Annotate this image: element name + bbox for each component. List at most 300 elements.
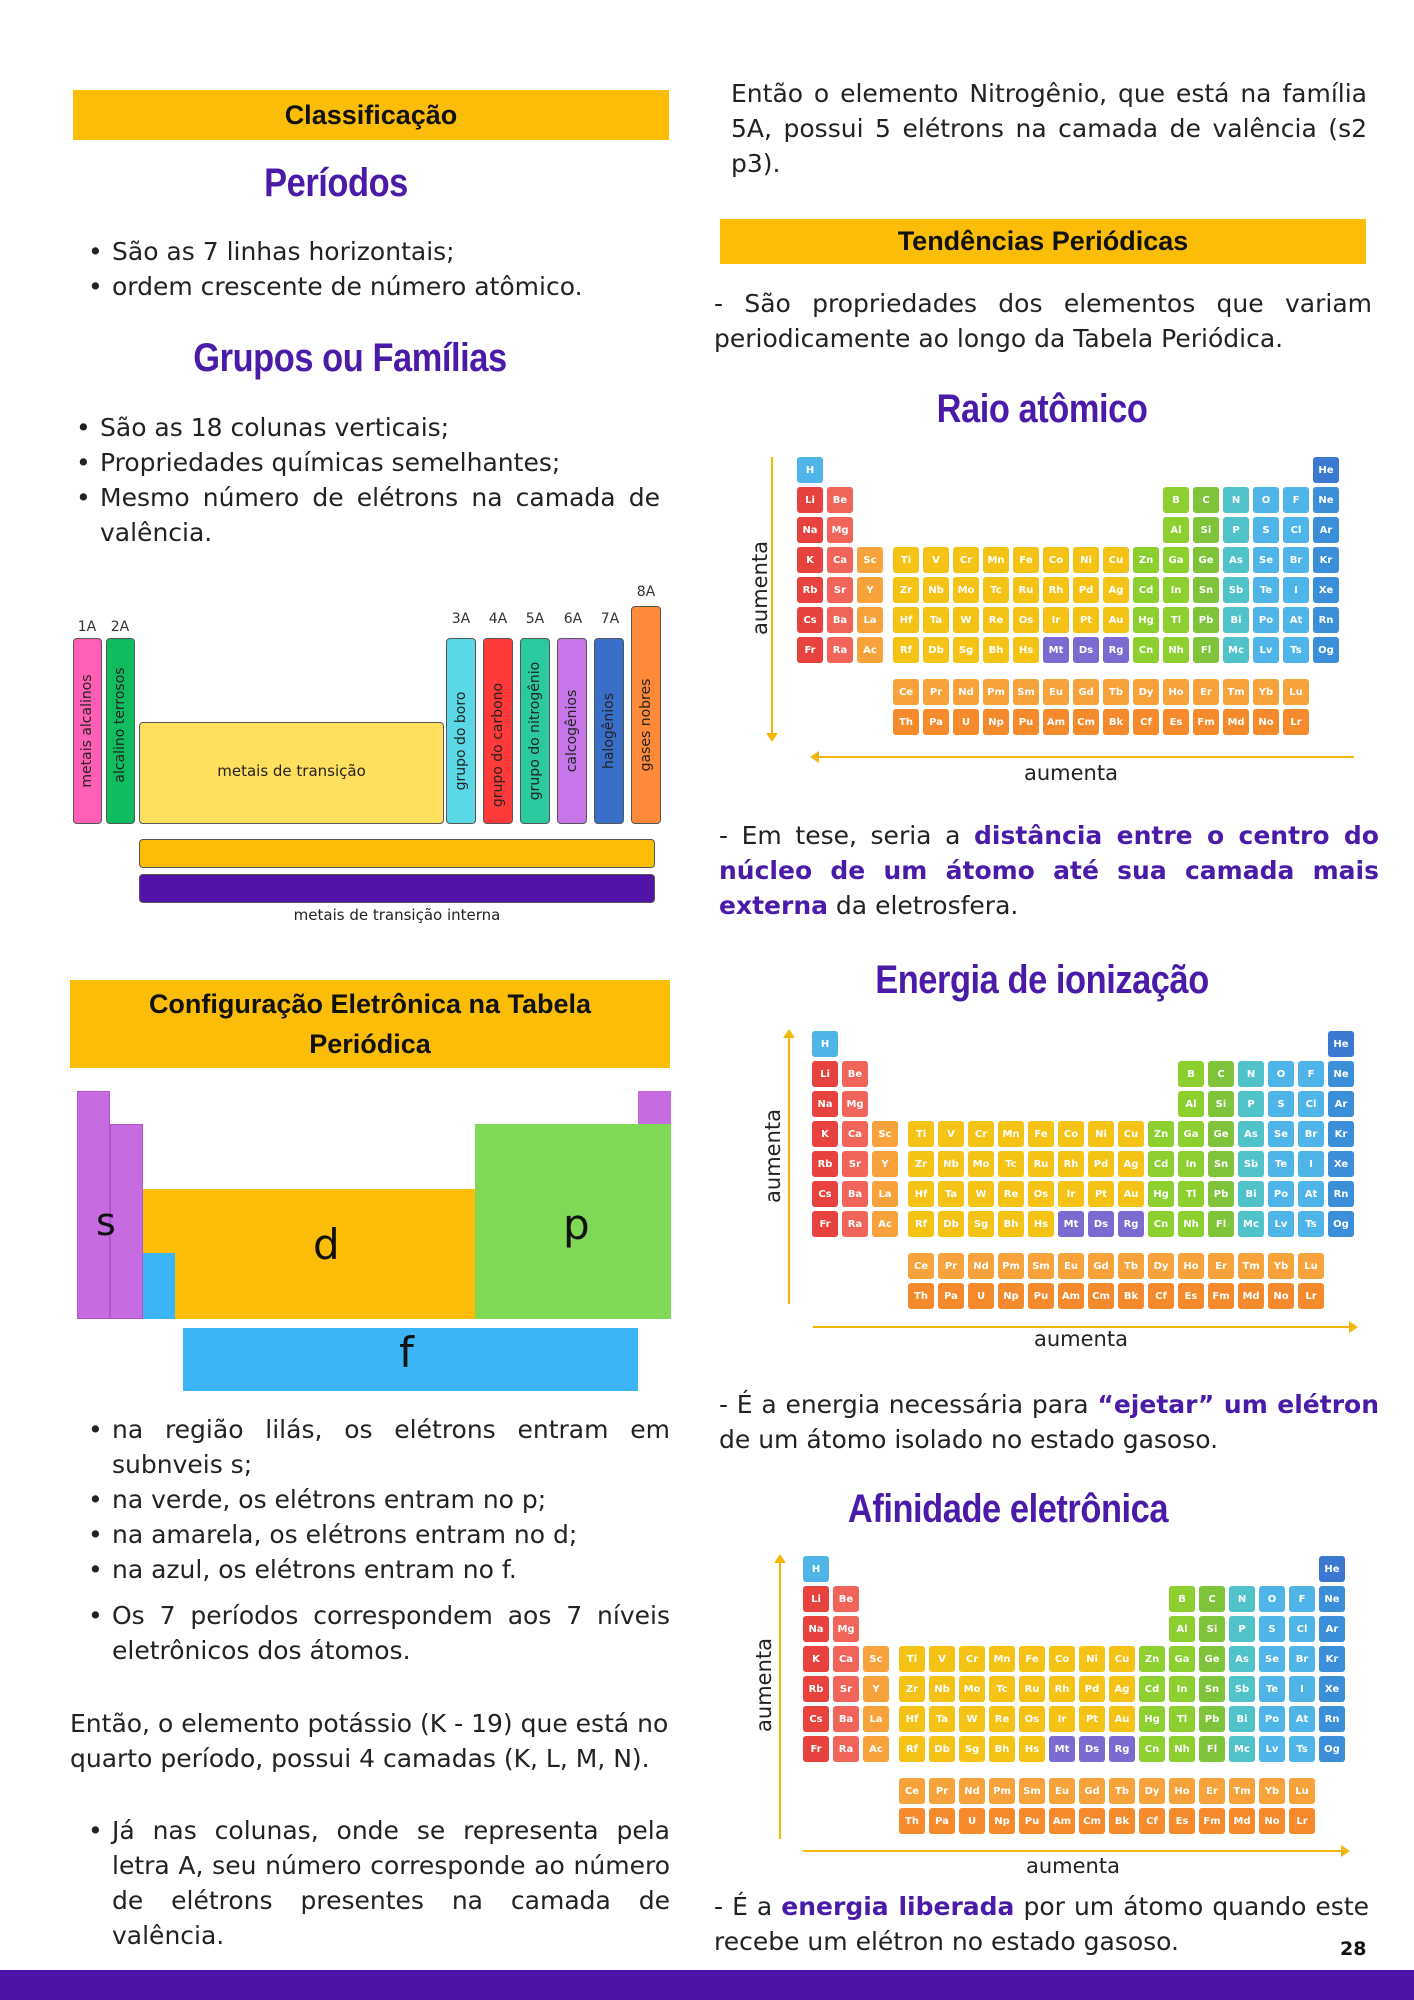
- column-label: grupo do carbono: [490, 682, 506, 808]
- element-y: Y: [872, 1151, 898, 1177]
- element-au: Au: [1109, 1706, 1135, 1732]
- element-md: Md: [1223, 709, 1249, 735]
- element-mn: Mn: [989, 1646, 1015, 1672]
- element-mt: Mt: [1058, 1211, 1084, 1237]
- element-cm: Cm: [1073, 709, 1099, 735]
- list-item: • na região lilás, os elétrons entram em subnveis s;: [82, 1412, 670, 1482]
- text-run: - Em tese, seria a: [719, 821, 975, 850]
- list-item: • na amarela, os elétrons entram no d;: [82, 1517, 670, 1552]
- element-cf: Cf: [1139, 1808, 1165, 1834]
- element-at: At: [1298, 1181, 1324, 1207]
- element-mg: Mg: [827, 517, 853, 543]
- text-run: da eletrosfera.: [827, 891, 1019, 920]
- element-lr: Lr: [1289, 1808, 1315, 1834]
- element-nd: Nd: [959, 1778, 985, 1804]
- element-rf: Rf: [893, 637, 919, 663]
- element-lv: Lv: [1268, 1211, 1294, 1237]
- element-tl: Tl: [1169, 1706, 1195, 1732]
- element-hf: Hf: [908, 1181, 934, 1207]
- element-bi: Bi: [1223, 607, 1249, 633]
- element-zr: Zr: [893, 577, 919, 603]
- element-sg: Sg: [953, 637, 979, 663]
- element-mc: Mc: [1229, 1736, 1255, 1762]
- classification-banner: Classificação: [73, 90, 669, 140]
- element-sn: Sn: [1193, 577, 1219, 603]
- element-se: Se: [1268, 1121, 1294, 1147]
- element-ir: Ir: [1058, 1181, 1084, 1207]
- element-rb: Rb: [803, 1676, 829, 1702]
- element-ru: Ru: [1028, 1151, 1054, 1177]
- element-au: Au: [1118, 1181, 1144, 1207]
- group-label: 8A: [636, 584, 656, 600]
- element-fm: Fm: [1199, 1808, 1225, 1834]
- element-bi: Bi: [1229, 1706, 1255, 1732]
- element-mt: Mt: [1049, 1736, 1075, 1762]
- element-no: No: [1259, 1808, 1285, 1834]
- element-rg: Rg: [1118, 1211, 1144, 1237]
- element-bk: Bk: [1109, 1808, 1135, 1834]
- element-o: O: [1268, 1061, 1294, 1087]
- element-cf: Cf: [1148, 1283, 1174, 1309]
- element-yb: Yb: [1253, 679, 1279, 705]
- element-ni: Ni: [1079, 1646, 1105, 1672]
- s-block-small-yellow: [143, 1189, 175, 1253]
- element-n: N: [1223, 487, 1249, 513]
- element-ne: Ne: [1328, 1061, 1354, 1087]
- element-nh: Nh: [1169, 1736, 1195, 1762]
- column-label: grupo do nitrogênio: [527, 661, 543, 801]
- he-block: [638, 1091, 671, 1124]
- element-sc: Sc: [857, 547, 883, 573]
- element-ce: Ce: [899, 1778, 925, 1804]
- element-pt: Pt: [1073, 607, 1099, 633]
- element-am: Am: [1043, 709, 1069, 735]
- element-co: Co: [1043, 547, 1069, 573]
- element-pa: Pa: [929, 1808, 955, 1834]
- page-number: 28: [1340, 1938, 1367, 1960]
- element-bh: Bh: [989, 1736, 1015, 1762]
- element-ta: Ta: [929, 1706, 955, 1732]
- list-item: • Já nas colunas, onde se representa pela letra A, seu número corresponde ao número de elétrons presentes na camada de valência.: [82, 1813, 670, 1953]
- element-pa: Pa: [938, 1283, 964, 1309]
- element-db: Db: [923, 637, 949, 663]
- element-in: In: [1169, 1676, 1195, 1702]
- element-s: S: [1259, 1616, 1285, 1642]
- element-ts: Ts: [1298, 1211, 1324, 1237]
- element-w: W: [968, 1181, 994, 1207]
- element-au: Au: [1103, 607, 1129, 633]
- element-mo: Mo: [953, 577, 979, 603]
- horizontal-arrowhead-3: [1341, 1845, 1350, 1857]
- element-sc: Sc: [872, 1121, 898, 1147]
- highlight-text: distância entre o centro do núcleo de um átomo até sua camada mais externa: [719, 821, 1379, 920]
- element-s: S: [1268, 1091, 1294, 1117]
- groups-title: Grupos ou Famílias: [193, 336, 507, 380]
- element-cu: Cu: [1118, 1121, 1144, 1147]
- element-mg: Mg: [842, 1091, 868, 1117]
- element-lu: Lu: [1289, 1778, 1315, 1804]
- element-li: Li: [797, 487, 823, 513]
- element-db: Db: [929, 1736, 955, 1762]
- axis-label-horizontal-1: aumenta: [1024, 761, 1118, 785]
- element-br: Br: [1283, 547, 1309, 573]
- element-dy: Dy: [1133, 679, 1159, 705]
- p-block-label: p: [563, 1200, 590, 1249]
- element-as: As: [1229, 1646, 1255, 1672]
- element-er: Er: [1208, 1253, 1234, 1279]
- list-item: • Mesmo número de elétrons na camada de valência.: [70, 480, 660, 550]
- config-banner-line2: Periódica: [309, 1029, 431, 1059]
- element-am: Am: [1049, 1808, 1075, 1834]
- element-h: H: [797, 457, 823, 483]
- element-se: Se: [1253, 547, 1279, 573]
- element-no: No: [1268, 1283, 1294, 1309]
- element-ho: Ho: [1169, 1778, 1195, 1804]
- element-pm: Pm: [998, 1253, 1024, 1279]
- element-s: S: [1253, 517, 1279, 543]
- element-ga: Ga: [1169, 1646, 1195, 1672]
- element-pb: Pb: [1199, 1706, 1225, 1732]
- element-v: V: [929, 1646, 955, 1672]
- element-tl: Tl: [1163, 607, 1189, 633]
- element-yb: Yb: [1259, 1778, 1285, 1804]
- element-pu: Pu: [1013, 709, 1039, 735]
- element-na: Na: [812, 1091, 838, 1117]
- element-tc: Tc: [989, 1676, 1015, 1702]
- element-np: Np: [983, 709, 1009, 735]
- footer-bar: [0, 1970, 1414, 2000]
- radius-paragraph: [719, 818, 1379, 923]
- element-f: F: [1283, 487, 1309, 513]
- element-pt: Pt: [1079, 1706, 1105, 1732]
- element-nb: Nb: [923, 577, 949, 603]
- lanthanide-row: [139, 839, 655, 868]
- element-la: La: [857, 607, 883, 633]
- element-nh: Nh: [1163, 637, 1189, 663]
- vertical-arrow-3: [779, 1559, 781, 1839]
- ionization-paragraph: [719, 1387, 1379, 1457]
- config-banner-line1: Configuração Eletrônica na Tabela: [148, 989, 592, 1019]
- element-p: P: [1223, 517, 1249, 543]
- element-o: O: [1259, 1586, 1285, 1612]
- element-si: Si: [1199, 1616, 1225, 1642]
- element-hf: Hf: [893, 607, 919, 633]
- element-kr: Kr: [1313, 547, 1339, 573]
- element-la: La: [872, 1181, 898, 1207]
- element-ds: Ds: [1088, 1211, 1114, 1237]
- element-ni: Ni: [1073, 547, 1099, 573]
- element-cd: Cd: [1139, 1676, 1165, 1702]
- element-pt: Pt: [1088, 1181, 1114, 1207]
- element-cm: Cm: [1088, 1283, 1114, 1309]
- element-ar: Ar: [1328, 1091, 1354, 1117]
- element-te: Te: [1259, 1676, 1285, 1702]
- list-item: • São as 18 colunas verticais;: [70, 410, 660, 445]
- element-mo: Mo: [959, 1676, 985, 1702]
- text-run: por um átomo quando este recebe um elétron no estado gasoso.: [714, 1892, 1369, 1956]
- element-v: V: [923, 547, 949, 573]
- element-ar: Ar: [1313, 517, 1339, 543]
- element-o: O: [1253, 487, 1279, 513]
- element-lv: Lv: [1259, 1736, 1285, 1762]
- element-sg: Sg: [968, 1211, 994, 1237]
- element-pu: Pu: [1028, 1283, 1054, 1309]
- affinity-paragraph: [714, 1889, 1369, 1959]
- element-v: V: [938, 1121, 964, 1147]
- element-ra: Ra: [833, 1736, 859, 1762]
- element-ho: Ho: [1163, 679, 1189, 705]
- group-label: 7A: [600, 611, 620, 627]
- element-re: Re: [998, 1181, 1024, 1207]
- element-in: In: [1163, 577, 1189, 603]
- element-ga: Ga: [1178, 1121, 1204, 1147]
- element-fr: Fr: [803, 1736, 829, 1762]
- periods-bullets: [82, 234, 672, 304]
- element-ba: Ba: [833, 1706, 859, 1732]
- element-sb: Sb: [1238, 1151, 1264, 1177]
- horizontal-arrowhead-1: [810, 751, 819, 763]
- list-item: • na verde, os elétrons entram no p;: [82, 1482, 670, 1517]
- element-b: B: [1178, 1061, 1204, 1087]
- element-ir: Ir: [1043, 607, 1069, 633]
- list-item: • Os 7 períodos correspondem aos 7 níveis eletrônicos dos átomos.: [82, 1598, 670, 1668]
- group-label: 6A: [563, 611, 583, 627]
- text-run: de um átomo isolado no estado gasoso.: [719, 1425, 1219, 1454]
- element-ca: Ca: [827, 547, 853, 573]
- element-sr: Sr: [833, 1676, 859, 1702]
- element-br: Br: [1298, 1121, 1324, 1147]
- element-pd: Pd: [1079, 1676, 1105, 1702]
- element-c: C: [1199, 1586, 1225, 1612]
- columns-bullet: [82, 1813, 670, 1953]
- s-block-small-blue: [143, 1253, 175, 1319]
- element-sn: Sn: [1199, 1676, 1225, 1702]
- element-dy: Dy: [1139, 1778, 1165, 1804]
- element-cn: Cn: [1148, 1211, 1174, 1237]
- element-os: Os: [1013, 607, 1039, 633]
- element-ru: Ru: [1019, 1676, 1045, 1702]
- element-ag: Ag: [1109, 1676, 1135, 1702]
- element-rb: Rb: [812, 1151, 838, 1177]
- element-pd: Pd: [1088, 1151, 1114, 1177]
- vertical-arrowhead-2: [783, 1029, 795, 1038]
- element-pd: Pd: [1073, 577, 1099, 603]
- element-cl: Cl: [1298, 1091, 1324, 1117]
- element-ac: Ac: [863, 1736, 889, 1762]
- element-lu: Lu: [1298, 1253, 1324, 1279]
- element-al: Al: [1178, 1091, 1204, 1117]
- element-fl: Fl: [1193, 637, 1219, 663]
- element-rn: Rn: [1313, 607, 1339, 633]
- element-be: Be: [833, 1586, 859, 1612]
- element-k: K: [812, 1121, 838, 1147]
- element-in: In: [1178, 1151, 1204, 1177]
- element-b: B: [1163, 487, 1189, 513]
- horizontal-arrow-1: [818, 756, 1354, 758]
- element-tm: Tm: [1238, 1253, 1264, 1279]
- element-fr: Fr: [797, 637, 823, 663]
- element-eu: Eu: [1049, 1778, 1075, 1804]
- group-label: 5A: [525, 611, 545, 627]
- radius-title: Raio atômico: [936, 387, 1148, 431]
- element-nb: Nb: [938, 1151, 964, 1177]
- element-b: B: [1169, 1586, 1195, 1612]
- element-cl: Cl: [1283, 517, 1309, 543]
- element-th: Th: [893, 709, 919, 735]
- element-db: Db: [938, 1211, 964, 1237]
- element-ar: Ar: [1319, 1616, 1345, 1642]
- element-lr: Lr: [1283, 709, 1309, 735]
- element-bi: Bi: [1238, 1181, 1264, 1207]
- element-og: Og: [1328, 1211, 1354, 1237]
- text-run: - É a: [714, 1892, 782, 1921]
- element-at: At: [1283, 607, 1309, 633]
- element-cu: Cu: [1109, 1646, 1135, 1672]
- element-fe: Fe: [1019, 1646, 1045, 1672]
- element-rh: Rh: [1043, 577, 1069, 603]
- element-pu: Pu: [1019, 1808, 1045, 1834]
- element-cl: Cl: [1289, 1616, 1315, 1642]
- element-mn: Mn: [983, 547, 1009, 573]
- element-re: Re: [983, 607, 1009, 633]
- element-ni: Ni: [1088, 1121, 1114, 1147]
- element-nh: Nh: [1178, 1211, 1204, 1237]
- element-cd: Cd: [1148, 1151, 1174, 1177]
- element-pr: Pr: [923, 679, 949, 705]
- element-cd: Cd: [1133, 577, 1159, 603]
- element-ru: Ru: [1013, 577, 1039, 603]
- element-po: Po: [1268, 1181, 1294, 1207]
- element-pb: Pb: [1193, 607, 1219, 633]
- element-po: Po: [1259, 1706, 1285, 1732]
- element-ta: Ta: [923, 607, 949, 633]
- element-br: Br: [1289, 1646, 1315, 1672]
- trends-banner: Tendências Periódicas: [720, 219, 1366, 264]
- element-bh: Bh: [983, 637, 1009, 663]
- list-item: • ordem crescente de número atômico.: [82, 269, 672, 304]
- element-ti: Ti: [899, 1646, 925, 1672]
- element-hs: Hs: [1013, 637, 1039, 663]
- element-cs: Cs: [812, 1181, 838, 1207]
- element-w: W: [953, 607, 979, 633]
- element-i: I: [1298, 1151, 1324, 1177]
- list-item: • na azul, os elétrons entram no f.: [82, 1552, 670, 1587]
- element-lr: Lr: [1298, 1283, 1324, 1309]
- element-mc: Mc: [1238, 1211, 1264, 1237]
- element-ce: Ce: [893, 679, 919, 705]
- element-si: Si: [1193, 517, 1219, 543]
- element-he: He: [1313, 457, 1339, 483]
- element-rg: Rg: [1103, 637, 1129, 663]
- group-label: 2A: [110, 619, 130, 635]
- element-lu: Lu: [1283, 679, 1309, 705]
- element-no: No: [1253, 709, 1279, 735]
- element-f: F: [1289, 1586, 1315, 1612]
- ionization-title: Energia de ionização: [875, 958, 1209, 1002]
- element-ho: Ho: [1178, 1253, 1204, 1279]
- periods-title: Períodos: [264, 161, 408, 205]
- element-pr: Pr: [938, 1253, 964, 1279]
- element-sb: Sb: [1223, 577, 1249, 603]
- element-kr: Kr: [1328, 1121, 1354, 1147]
- element-c: C: [1208, 1061, 1234, 1087]
- transition-label: metais de transição: [217, 762, 366, 780]
- element-sn: Sn: [1208, 1151, 1234, 1177]
- element-h: H: [812, 1031, 838, 1057]
- column-label: calcogênios: [564, 689, 580, 773]
- element-bh: Bh: [998, 1211, 1024, 1237]
- element-ti: Ti: [893, 547, 919, 573]
- element-ba: Ba: [842, 1181, 868, 1207]
- element-rf: Rf: [899, 1736, 925, 1762]
- axis-label-horizontal-3: aumenta: [1026, 1854, 1120, 1878]
- element-th: Th: [908, 1283, 934, 1309]
- element-xe: Xe: [1319, 1676, 1345, 1702]
- element-ce: Ce: [908, 1253, 934, 1279]
- element-gd: Gd: [1073, 679, 1099, 705]
- element-zr: Zr: [899, 1676, 925, 1702]
- element-pm: Pm: [983, 679, 1009, 705]
- element-ca: Ca: [833, 1646, 859, 1672]
- vertical-arrow-2: [788, 1034, 790, 1304]
- element-tc: Tc: [998, 1151, 1024, 1177]
- element-cr: Cr: [953, 547, 979, 573]
- nitrogen-paragraph: Então o elemento Nitrogênio, que está na família 5A, possui 5 elétrons na camada de valência (s2 p3).: [731, 79, 1367, 178]
- element-fe: Fe: [1013, 547, 1039, 573]
- element-n: N: [1238, 1061, 1264, 1087]
- element-nd: Nd: [953, 679, 979, 705]
- element-hg: Hg: [1148, 1181, 1174, 1207]
- element-pr: Pr: [929, 1778, 955, 1804]
- element-mc: Mc: [1223, 637, 1249, 663]
- element-as: As: [1238, 1121, 1264, 1147]
- element-ds: Ds: [1073, 637, 1099, 663]
- levels-bullet: [82, 1598, 670, 1668]
- element-zn: Zn: [1133, 547, 1159, 573]
- element-md: Md: [1238, 1283, 1264, 1309]
- element-hg: Hg: [1139, 1706, 1165, 1732]
- highlight-text: “ejetar” um elétron: [1097, 1390, 1379, 1419]
- element-he: He: [1319, 1556, 1345, 1582]
- element-er: Er: [1193, 679, 1219, 705]
- element-ac: Ac: [872, 1211, 898, 1237]
- element-fe: Fe: [1028, 1121, 1054, 1147]
- element-mg: Mg: [833, 1616, 859, 1642]
- element-i: I: [1283, 577, 1309, 603]
- element-k: K: [797, 547, 823, 573]
- config-banner: [70, 980, 670, 1068]
- element-fl: Fl: [1199, 1736, 1225, 1762]
- element-gd: Gd: [1079, 1778, 1105, 1804]
- element-dy: Dy: [1148, 1253, 1174, 1279]
- group-label: 1A: [77, 619, 97, 635]
- element-y: Y: [863, 1676, 889, 1702]
- element-nb: Nb: [929, 1676, 955, 1702]
- element-hs: Hs: [1019, 1736, 1045, 1762]
- element-li: Li: [803, 1586, 829, 1612]
- element-rf: Rf: [908, 1211, 934, 1237]
- trends-paragraph: - São propriedades dos elementos que variam periodicamente ao longo da Tabela Periódica.: [714, 289, 1372, 353]
- element-os: Os: [1028, 1181, 1054, 1207]
- element-mo: Mo: [968, 1151, 994, 1177]
- element-np: Np: [998, 1283, 1024, 1309]
- element-tb: Tb: [1118, 1253, 1144, 1279]
- axis-label-horizontal-2: aumenta: [1034, 1327, 1128, 1351]
- element-ne: Ne: [1319, 1586, 1345, 1612]
- element-kr: Kr: [1319, 1646, 1345, 1672]
- element-ra: Ra: [842, 1211, 868, 1237]
- element-n: N: [1229, 1586, 1255, 1612]
